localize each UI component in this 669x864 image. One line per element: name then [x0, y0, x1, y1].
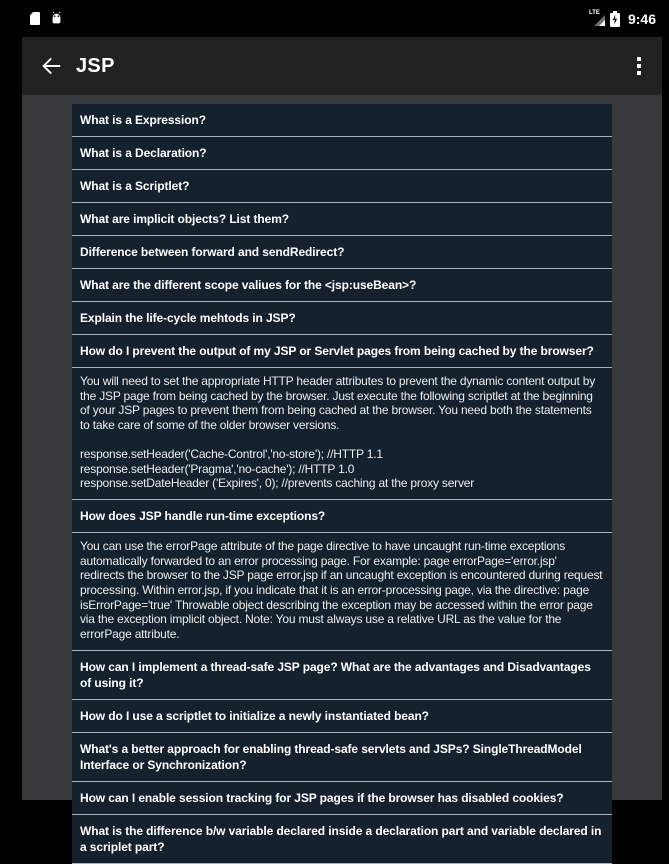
content-area — [22, 95, 662, 864]
answer-code — [80, 447, 604, 491]
battery-charging-icon — [610, 11, 620, 27]
question-row[interactable]: How can I implement a thread-safe JSP page? What are the advantages and Disadvantages of using it? — [72, 651, 612, 700]
question-row[interactable]: How do I use a scriptlet to initialize a newly instantiated bean? — [72, 700, 612, 733]
network-type-label: LTE — [588, 10, 600, 16]
answer-text: You will need to set the appropriate HTTP header attributes to prevent the dynamic content output by the JSP page from being cached by the browser. Just execute the following scriptlet at the beginning of your JSP pages to prevent them from being cached at the browser. You need both the statements to take care of some of the older browser versions. — [80, 374, 595, 433]
question-row[interactable]: How can I enable session tracking for JSP pages if the browser has disabled cookies? — [72, 782, 612, 815]
qa-list — [72, 104, 612, 864]
lte-signal-icon — [588, 10, 605, 26]
page-title: JSP — [76, 54, 115, 77]
question-row[interactable]: What's a better approach for enabling thread-safe servlets and JSPs? SingleThreadModel Interface or Synchronization? — [72, 733, 612, 782]
toolbar — [22, 37, 662, 95]
arrow-left-icon — [40, 55, 62, 77]
question-row[interactable]: What is the difference b/w variable declared inside a declaration part and variable declared in a scriplet part? — [72, 815, 612, 864]
status-icons-left — [30, 12, 63, 25]
question-row[interactable]: What is a Declaration? — [72, 137, 612, 170]
question-row[interactable]: What is a Scriptlet? — [72, 170, 612, 203]
code-line: response.setDateHeader ('Expires', 0); //prevents caching at the proxy server — [80, 476, 475, 491]
overflow-menu-icon — [637, 57, 641, 61]
answer-row[interactable] — [72, 368, 612, 500]
clock-text: 9:46 — [627, 10, 656, 27]
overflow-menu-button[interactable] — [629, 54, 649, 78]
status-icons-right — [588, 10, 656, 27]
question-row[interactable]: How does JSP handle run-time exceptions? — [72, 500, 612, 533]
app-screen — [22, 37, 662, 854]
android-robot-icon — [50, 12, 63, 25]
code-line: response.setHeader('Pragma','no-cache'); //HTTP 1.0 — [80, 461, 355, 476]
question-row[interactable]: What are implicit objects? List them? — [72, 203, 612, 236]
back-button[interactable] — [39, 54, 63, 78]
status-bar — [0, 0, 669, 37]
code-line: response.setHeader('Cache-Control','no-store'); //HTTP 1.1 — [80, 446, 383, 461]
sd-card-icon — [30, 12, 40, 25]
question-row[interactable]: Difference between forward and sendRedirect? — [72, 236, 612, 269]
question-row[interactable]: What are the different scope valiues for the <jsp:useBean>? — [72, 269, 612, 302]
question-row[interactable]: What is a Expression? — [72, 104, 612, 137]
answer-row[interactable] — [72, 533, 612, 651]
question-row[interactable]: Explain the life-cycle mehtods in JSP? — [72, 302, 612, 335]
question-row[interactable]: How do I prevent the output of my JSP or Servlet pages from being cached by the browser? — [72, 335, 612, 368]
answer-text: You can use the errorPage attribute of the page directive to have uncaught run-time exceptions automatically forwarded to an error processing page. For example: page errorPage='error.jsp' redirects the browser to the JSP page error.jsp if an uncaught exception is encountered during request processing. Within error.jsp, if you indicate that it is an error-processing page, via the directive: page isErrorPage='true' Throwable object describing the exception may be accessed within the error page via the exception implicit object. Note: You must always use a relative URL as the value for the errorPage attribute. — [80, 538, 603, 642]
